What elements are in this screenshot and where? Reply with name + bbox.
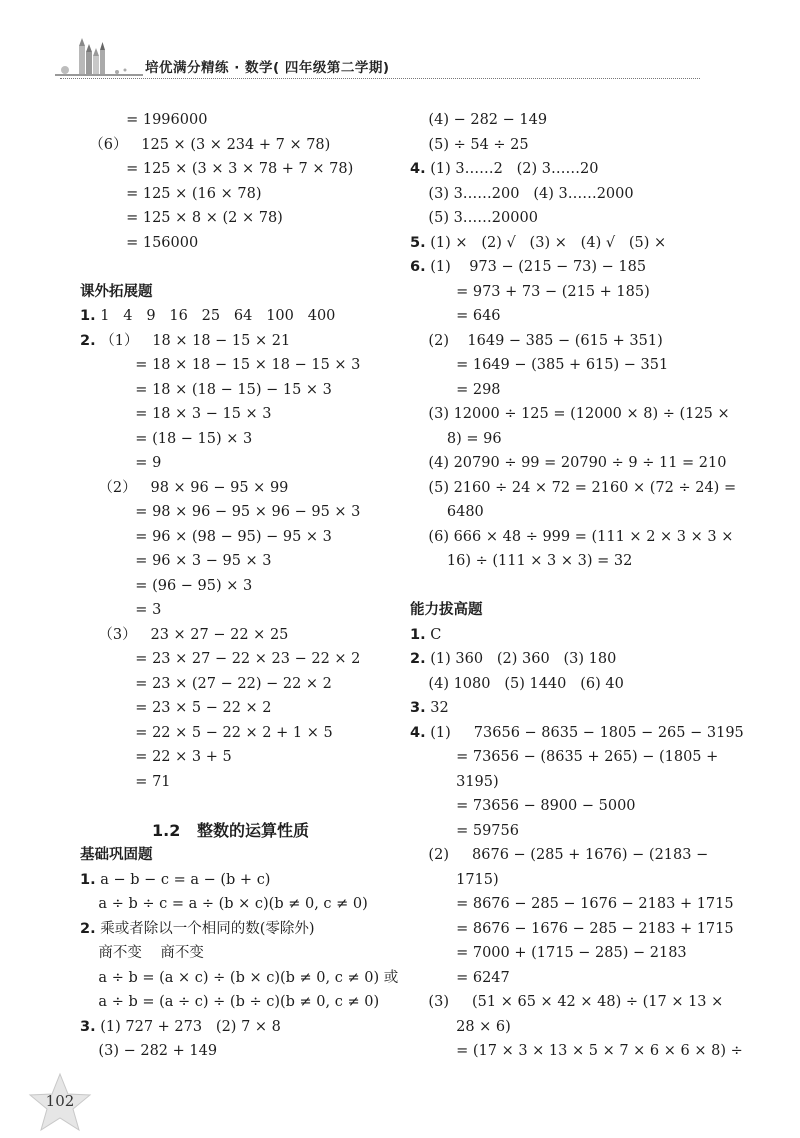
problem-line [80, 917, 400, 942]
line-text: = 125 × (3 × 3 × 78 + 7 × 78) [80, 161, 354, 177]
problem-number: 1. [80, 871, 96, 888]
line-text: C [425, 626, 442, 643]
line-text: 16) ÷ (111 × 3 × 3) = 32 [410, 553, 633, 569]
problem-number: 3. [80, 1018, 96, 1035]
spacer [80, 255, 400, 280]
answer-line [80, 378, 400, 403]
line-text: (1) 360 (2) 360 (3) 180 [425, 651, 617, 667]
problem-line [410, 255, 730, 280]
problem-number: 2. [80, 920, 96, 937]
answer-line [410, 108, 730, 133]
answer-line [80, 231, 400, 256]
problem-number: 1. [80, 308, 96, 324]
line-text: = 156000 [80, 234, 199, 251]
line-text: = (17 × 3 × 13 × 5 × 7 × 6 × 6 × 8) ÷ [410, 1043, 743, 1059]
line-text: (3) (51 × 65 × 42 × 48) ÷ (17 × 13 × [410, 994, 724, 1010]
answer-line [410, 304, 730, 329]
answer-line [80, 133, 400, 158]
line-text: （2） 98 × 96 − 95 × 99 [80, 479, 289, 496]
pencils-decoration-icon [55, 36, 145, 80]
line-text: = 3 [80, 602, 162, 618]
answer-line [80, 574, 400, 599]
answer-line [80, 696, 400, 721]
answer-line [80, 427, 400, 452]
answer-line [410, 868, 730, 893]
answer-line [410, 451, 730, 476]
line-text: (1) × (2) √ (3) × (4) √ (5) × [425, 234, 667, 251]
line-text: = 96 × 3 − 95 × 3 [80, 553, 272, 569]
answer-line [410, 133, 730, 158]
answer-line [410, 770, 730, 795]
line-text: (6) 666 × 48 ÷ 999 = (111 × 2 × 3 × 3 × [410, 528, 734, 545]
line-text: = 9 [80, 455, 162, 471]
answer-line [410, 427, 730, 452]
line-text: 乘或者除以一个相同的数(零除外) [95, 920, 315, 937]
header-divider [60, 78, 700, 79]
answer-line [410, 990, 730, 1015]
line-text: 3195) [410, 773, 499, 790]
answer-line [80, 549, 400, 574]
line-text: = 98 × 96 − 95 × 96 − 95 × 3 [80, 504, 361, 520]
answer-line [410, 549, 730, 574]
answer-line [410, 966, 730, 991]
line-text: (3) 12000 ÷ 125 = (12000 × 8) ÷ (125 × [410, 406, 730, 422]
section-heading: 能力拔高题 [410, 602, 483, 618]
line-text: = (18 − 15) × 3 [80, 430, 253, 447]
line-text: = 22 × 3 + 5 [80, 749, 232, 765]
answer-line [410, 280, 730, 305]
answer-line [80, 1039, 400, 1064]
line-text: (4) 1080 (5) 1440 (6) 40 [410, 675, 624, 692]
problem-line [410, 696, 730, 721]
problem-number: 5. [410, 234, 426, 251]
problem-number: 2. [410, 651, 426, 667]
chapter-section-title: 1.2 整数的运算性质 [152, 820, 310, 840]
line-text: = 18 × 3 − 15 × 3 [80, 406, 272, 422]
answer-line [410, 525, 734, 550]
problem-number: 4. [410, 161, 426, 177]
line-text: = 22 × 5 − 22 × 2 + 1 × 5 [80, 724, 333, 741]
answer-line [80, 647, 400, 672]
line-text: = 125 × (16 × 78) [80, 185, 262, 202]
problem-line [410, 647, 730, 672]
line-text: = 23 × 5 − 22 × 2 [80, 700, 272, 716]
line-text: = 8676 − 285 − 1676 − 2183 + 1715 [410, 896, 734, 912]
answer-line [80, 182, 400, 207]
answer-line [410, 794, 730, 819]
answer-line [410, 892, 734, 917]
line-text: = 125 × 8 × (2 × 78) [80, 210, 283, 226]
line-text: = 973 + 73 − (215 + 185) [410, 283, 650, 300]
line-text: (4) − 282 − 149 [410, 112, 548, 128]
answer-line [80, 990, 400, 1015]
answer-line [80, 672, 400, 697]
line-text: (1) 73656 − 8635 − 1805 − 265 − 3195 [425, 724, 744, 741]
problem-line [410, 623, 730, 648]
problem-line [80, 304, 400, 329]
line-text: = 23 × 27 − 22 × 23 − 22 × 2 [80, 651, 361, 667]
line-text: 32 [425, 700, 449, 716]
line-text: （3） 23 × 27 − 22 × 25 [80, 626, 289, 643]
answer-line [410, 329, 730, 354]
line-text: (4) 20790 ÷ 99 = 20790 ÷ 9 ÷ 11 = 210 [410, 455, 727, 471]
line-text: a ÷ b = (a × c) ÷ (b × c)(b ≠ 0, c ≠ 0) 或 [80, 969, 399, 986]
problem-line [410, 157, 730, 182]
line-text: (2) 8676 − (285 + 1676) − (2183 − [410, 847, 709, 863]
answer-line [80, 598, 400, 623]
line-text: (1) 973 − (215 − 73) − 185 [425, 259, 647, 275]
answer-line [410, 476, 737, 501]
line-text: (1) 727 + 273 (2) 7 × 8 [95, 1018, 281, 1035]
line-text: 6480 [410, 504, 484, 520]
answer-line [80, 476, 400, 501]
problem-number: 3. [410, 700, 426, 716]
line-text: = 18 × (18 − 15) − 15 × 3 [80, 381, 332, 398]
answer-line [80, 770, 400, 795]
answer-line [410, 819, 730, 844]
line-text: = 1996000 [80, 112, 208, 128]
answer-line [410, 917, 734, 942]
line-text: 1 4 9 16 25 64 100 400 [95, 308, 336, 324]
answer-line [80, 353, 400, 378]
answer-line [80, 966, 400, 991]
line-text: = 73656 − 8900 − 5000 [410, 798, 636, 814]
answer-line [80, 402, 400, 427]
spacer [80, 794, 400, 819]
line-text: (3) − 282 + 149 [80, 1043, 218, 1059]
line-text: = 71 [80, 773, 171, 790]
answer-line [80, 941, 400, 966]
line-text: = 646 [410, 308, 501, 324]
section-heading: 基础巩固题 [80, 847, 153, 863]
line-text: (2) 1649 − 385 − (615 + 351) [410, 332, 663, 349]
line-text: = 1649 − (385 + 615) − 351 [410, 357, 669, 373]
answer-line [80, 525, 400, 550]
problem-number: 1. [410, 626, 426, 643]
line-text: = 8676 − 1676 − 285 − 2183 + 1715 [410, 920, 734, 937]
line-text: (5) ÷ 54 ÷ 25 [410, 136, 529, 153]
answer-line [410, 941, 730, 966]
line-text: （6） 125 × (3 × 234 + 7 × 78) [80, 136, 331, 153]
section-heading: 课外拓展题 [80, 283, 153, 300]
line-text: = 7000 + (1715 − 285) − 2183 [410, 945, 687, 961]
answer-line [80, 721, 400, 746]
answer-line [410, 206, 730, 231]
answer-line [410, 378, 730, 403]
answer-line [410, 402, 730, 427]
line-text: 8) = 96 [410, 430, 502, 447]
answer-line [410, 500, 730, 525]
line-text: = (96 − 95) × 3 [80, 577, 253, 594]
answer-line [410, 182, 730, 207]
line-text: = 298 [410, 381, 501, 398]
line-text: a ÷ b = (a ÷ c) ÷ (b ÷ c)(b ≠ 0, c ≠ 0) [80, 994, 380, 1010]
answer-line [80, 206, 400, 231]
line-text: = 73656 − (8635 + 265) − (1805 + [410, 749, 719, 765]
line-text: (1) 3……2 (2) 3……20 [425, 161, 599, 177]
answer-line [410, 672, 730, 697]
answer-line [80, 745, 400, 770]
answer-line [80, 623, 400, 648]
line-text: = 18 × 18 − 15 × 18 − 15 × 3 [80, 357, 361, 373]
line-text: （1） 18 × 18 − 15 × 21 [95, 332, 291, 349]
line-text: (3) 3……200 (4) 3……2000 [410, 185, 634, 202]
line-text: a ÷ b ÷ c = a ÷ (b × c)(b ≠ 0, c ≠ 0) [80, 896, 368, 912]
answer-line [80, 451, 400, 476]
line-text: = 6247 [410, 969, 510, 986]
problem-line [410, 721, 744, 746]
page-header [0, 0, 800, 90]
line-text: 28 × 6) [410, 1018, 511, 1035]
line-text: (5) 3……20000 [410, 210, 538, 226]
answer-line [410, 353, 730, 378]
problem-line [80, 868, 400, 893]
line-text: = 23 × (27 − 22) − 22 × 2 [80, 675, 332, 692]
answer-line [410, 1015, 730, 1040]
answer-line [80, 157, 400, 182]
answer-line [410, 1039, 743, 1064]
line-text: 商不变 商不变 [80, 945, 204, 961]
answer-line [80, 108, 400, 133]
problem-number: 2. [80, 332, 96, 349]
line-text: a − b − c = a − (b + c) [95, 871, 271, 888]
spacer [410, 574, 730, 599]
answer-line [410, 745, 730, 770]
right-column [410, 108, 744, 1064]
page-number: 102 [45, 1092, 75, 1110]
book-title: 培优满分精练 · 数学( 四年级第二学期) [145, 60, 390, 76]
line-text: = 59756 [410, 822, 519, 839]
answer-line [80, 500, 400, 525]
page-footer [28, 1072, 92, 1132]
answer-line [80, 892, 400, 917]
problem-number: 6. [410, 259, 426, 275]
problem-line [410, 231, 730, 256]
problem-line [80, 329, 400, 354]
line-text: (5) 2160 ÷ 24 × 72 = 2160 × (72 ÷ 24) = [410, 479, 737, 496]
problem-line [80, 1015, 400, 1040]
left-column [80, 108, 400, 1064]
answer-line [410, 843, 730, 868]
line-text: = 96 × (98 − 95) − 95 × 3 [80, 528, 332, 545]
problem-number: 4. [410, 724, 426, 741]
line-text: 1715) [410, 871, 499, 888]
